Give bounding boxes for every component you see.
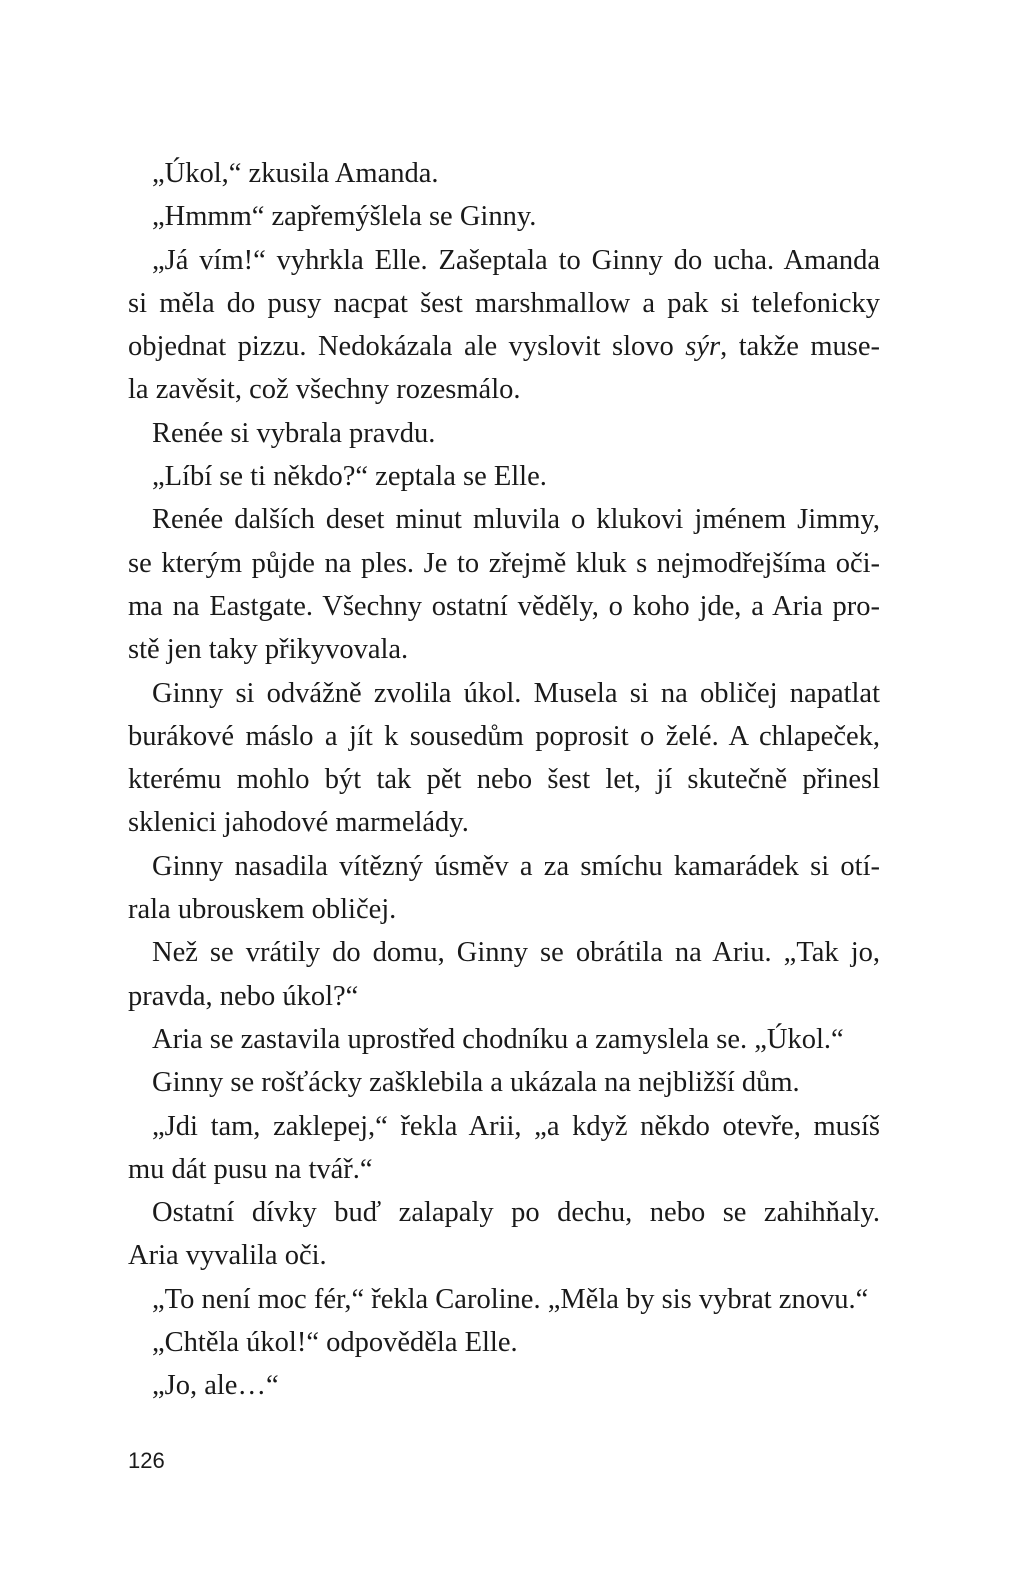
text-line: sklenici jahodové marmelády. bbox=[128, 807, 469, 839]
text-line-segment: , takže muse- bbox=[720, 331, 880, 363]
text-line: „Jo, ale…“ bbox=[152, 1370, 279, 1402]
text-line-segment: objednat pizzu. Nedokázala ale vyslovit slovo bbox=[128, 331, 686, 363]
text-line: „Jdi tam, zaklepej,“ řekla Arii, „a když někdo otevře, musíš bbox=[152, 1110, 880, 1142]
text-line: ma na Eastgate. Všechny ostatní věděly, o koho jde, a Aria pro- bbox=[128, 590, 880, 622]
text-line: Ginny se rošťácky zašklebila a ukázala na nejbližší dům. bbox=[152, 1067, 800, 1099]
text-line: Ostatní dívky buď zalapaly po dechu, nebo se zahihňaly. bbox=[152, 1197, 880, 1229]
text-line: „Hmmm“ zapřemýšlela se Ginny. bbox=[152, 201, 537, 233]
text-line: Renée si vybrala pravdu. bbox=[152, 417, 436, 449]
text-line: burákové máslo a jít k sousedům poprosit o želé. A chlapeček, bbox=[128, 720, 880, 752]
text-line: Aria vyvalila oči. bbox=[128, 1240, 327, 1272]
text-line: „Já vím!“ vyhrkla Elle. Zašeptala to Ginny do ucha. Amanda bbox=[152, 244, 880, 276]
body-text bbox=[128, 152, 880, 1408]
italic-word: sýr bbox=[685, 331, 721, 363]
text-line: „To není moc fér,“ řekla Caroline. „Měla by sis vybrat znovu.“ bbox=[152, 1283, 869, 1315]
text-line: „Líbí se ti někdo?“ zeptala se Elle. bbox=[152, 461, 547, 493]
text-line bbox=[128, 325, 880, 368]
text-line: mu dát pusu na tvář.“ bbox=[128, 1153, 373, 1185]
text-line: Ginny nasadila vítězný úsměv a za smíchu kamarádek si otí- bbox=[152, 850, 880, 882]
text-line: se kterým půjde na ples. Je to zřejmě kluk s nejmodřejšíma oči- bbox=[128, 547, 880, 579]
text-line: stě jen taky přikyvovala. bbox=[128, 634, 409, 666]
text-line: Aria se zastavila uprostřed chodníku a zamyslela se. „Úkol.“ bbox=[152, 1023, 844, 1055]
text-line: Renée dalších deset minut mluvila o klukovi jménem Jimmy, bbox=[152, 504, 880, 536]
text-line: pravda, nebo úkol?“ bbox=[128, 980, 359, 1012]
text-line: Než se vrátily do domu, Ginny se obrátila na Ariu. „Tak jo, bbox=[152, 937, 880, 969]
page-number: 126 bbox=[128, 1448, 165, 1473]
text-line: „Úkol,“ zkusila Amanda. bbox=[152, 158, 439, 189]
text-line: kterému mohlo být tak pět nebo šest let, jí skutečně přinesl bbox=[128, 764, 880, 796]
text-line: la zavěsit, což všechny rozesmálo. bbox=[128, 374, 521, 406]
text-line: Ginny si odvážně zvolila úkol. Musela si na obličej napatlat bbox=[152, 677, 880, 709]
text-line: si měla do pusy nacpat šest marshmallow a pak si telefonicky bbox=[128, 287, 880, 319]
text-line: rala ubrouskem obličej. bbox=[128, 894, 397, 926]
text-line: „Chtěla úkol!“ odpověděla Elle. bbox=[152, 1327, 518, 1359]
